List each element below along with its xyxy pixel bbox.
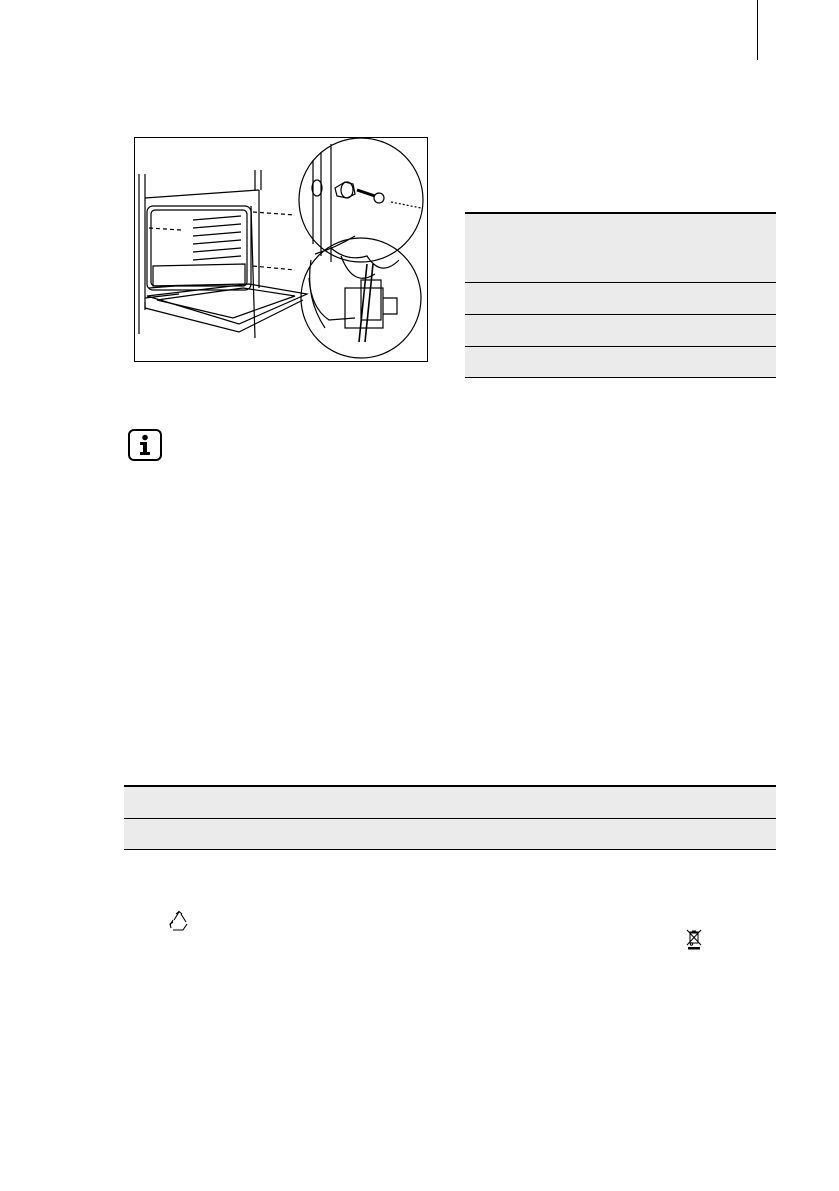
table-row	[465, 283, 776, 315]
table-row	[124, 787, 776, 819]
oven-installation-drawing	[135, 138, 427, 361]
table-row	[465, 315, 776, 347]
table-row	[465, 214, 776, 283]
info-icon	[128, 429, 162, 461]
recycle-icon	[167, 910, 191, 934]
crossed-out-wheelie-bin-icon	[685, 928, 703, 950]
installation-figure	[134, 137, 428, 362]
table-row	[124, 819, 776, 850]
table-row	[465, 347, 776, 378]
crop-mark	[757, 0, 758, 60]
